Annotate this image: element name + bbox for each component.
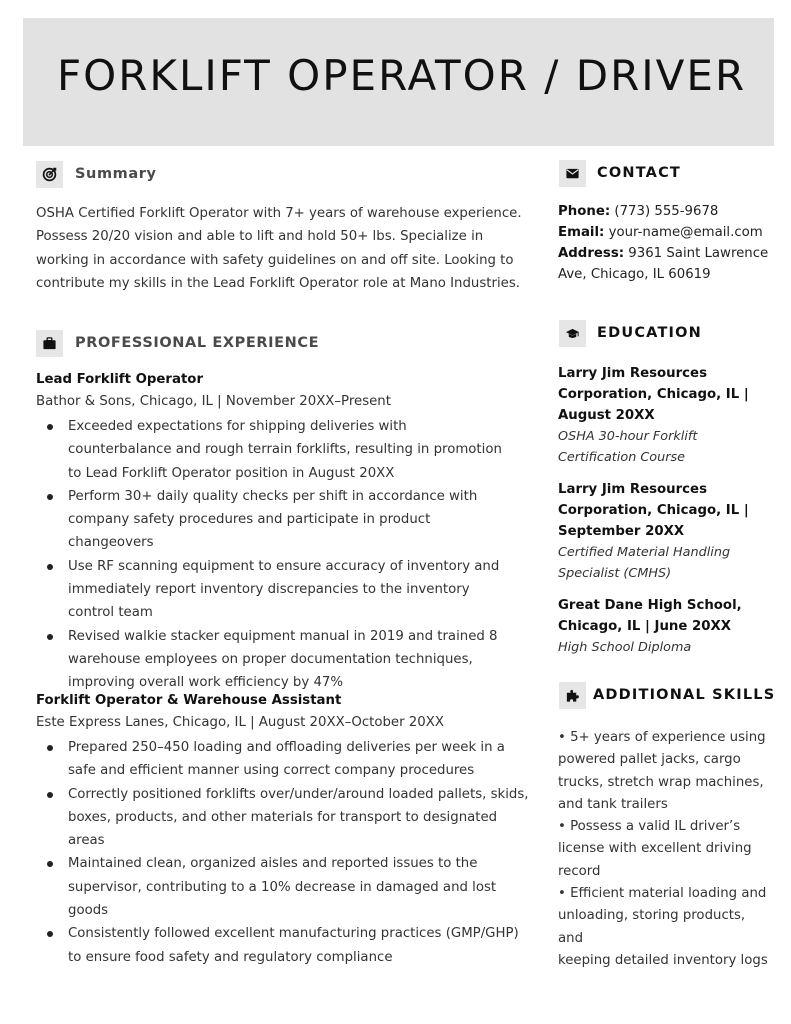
- education-heading: EDUCATION: [597, 325, 703, 341]
- skills-list: [558, 727, 773, 972]
- education-entry: [558, 479, 768, 584]
- list-item: Prepared 250–450 loading and offloading deliveries per week in a safe and efficient manner using correct company procedures: [36, 736, 536, 783]
- job-bullets-2: [36, 736, 536, 969]
- list-item: • Possess a valid IL driver’s: [558, 819, 741, 835]
- job-company-1: Bathor & Sons, Chicago, IL | November 20XX–Present: [36, 394, 391, 409]
- job-company-2: Este Express Lanes, Chicago, IL | August 20XX–October 20XX: [36, 715, 444, 730]
- list-item: license with excellent driving: [558, 841, 752, 857]
- list-item: and tank trailers: [558, 796, 668, 812]
- education-entry: [558, 363, 768, 468]
- list-item: powered pallet jacks, cargo: [558, 752, 741, 768]
- certification-line: Certified Material Handling: [558, 545, 731, 560]
- list-item: • 5+ years of experience using: [558, 730, 766, 745]
- experience-heading: PROFESSIONAL EXPERIENCE: [75, 335, 320, 351]
- list-item: • Efficient material loading and: [558, 886, 767, 902]
- list-item: unloading, storing products, and: [558, 908, 746, 946]
- target-icon: [36, 161, 63, 188]
- puzzle-piece-icon: [559, 682, 586, 709]
- certification-line: Specialist (CMHS): [558, 566, 672, 581]
- phone-label: Phone:: [558, 204, 611, 219]
- school-line: August 20XX: [558, 408, 655, 423]
- list-item: Revised walkie stacker equipment manual in 2019 and trained 8 warehouse employees on proper documentation techniques, improving overall work efficiency by 47%: [36, 625, 506, 695]
- certification-line: High School Diploma: [558, 640, 692, 655]
- job-bullets-1: [36, 415, 506, 695]
- list-item: Correctly positioned forklifts over/under/around loaded pallets, skids, boxes, products, and other materials for transport to designated areas: [36, 783, 536, 853]
- school-line: Larry Jim Resources: [558, 482, 707, 497]
- email-value: your-name@email.com: [604, 225, 763, 240]
- list-item: record: [558, 863, 601, 879]
- list-item: Exceeded expectations for shipping deliveries with counterbalance and rough terrain forklifts, resulting in promotion to Lead Forklift Operator position in August 20XX: [36, 415, 506, 485]
- email-label: Email:: [558, 225, 605, 240]
- school-line: September 20XX: [558, 524, 685, 539]
- job-title-1: Lead Forklift Operator: [36, 372, 203, 387]
- header-banner: [23, 18, 774, 146]
- certification-line: OSHA 30-hour Forklift: [558, 429, 698, 444]
- summary-text: OSHA Certified Forklift Operator with 7+ years of warehouse experience. Possess 20/20 vision and able to lift and hold 50+ lbs. Specialize in working in accordance with safety guidelines on and off site. Looking to contribute my skills in the Lead Forklift Operator role at Mano Industries.: [36, 206, 522, 291]
- address-line2: Ave, Chicago, IL 60619: [558, 267, 711, 282]
- envelope-icon: [559, 160, 586, 187]
- page-title: FORKLIFT OPERATOR / DRIVER: [57, 51, 747, 100]
- list-item: keeping detailed inventory logs: [558, 952, 768, 968]
- skills-heading: ADDITIONAL SKILLS: [593, 687, 776, 703]
- school-line: Corporation, Chicago, IL |: [558, 387, 749, 402]
- list-item: trucks, stretch wrap machines,: [558, 774, 764, 790]
- school-line: Corporation, Chicago, IL |: [558, 503, 749, 518]
- briefcase-icon: [36, 330, 63, 357]
- contact-heading: CONTACT: [597, 165, 682, 181]
- school-line: Chicago, IL | June 20XX: [558, 619, 732, 634]
- summary-heading: Summary: [75, 166, 157, 182]
- education-entry: [558, 595, 768, 658]
- graduation-cap-icon: [559, 320, 586, 347]
- school-line: Larry Jim Resources: [558, 366, 707, 381]
- phone-value: (773) 555-9678: [610, 204, 719, 219]
- job-title-2: Forklift Operator & Warehouse Assistant: [36, 693, 342, 708]
- address-label: Address:: [558, 246, 625, 261]
- list-item: Consistently followed excellent manufacturing practices (GMP/GHP) to ensure food safety and regulatory compliance: [36, 922, 536, 969]
- list-item: Use RF scanning equipment to ensure accuracy of inventory and immediately report inventory discrepancies to the inventory control team: [36, 555, 506, 625]
- address-line1: 9361 Saint Lawrence: [624, 246, 769, 261]
- school-line: Great Dane High School,: [558, 598, 742, 613]
- list-item: Perform 30+ daily quality checks per shift in accordance with company safety procedures and participate in product changeovers: [36, 485, 506, 555]
- certification-line: Certification Course: [558, 450, 686, 465]
- contact-block: [558, 201, 778, 285]
- list-item: Maintained clean, organized aisles and reported issues to the supervisor, contributing to a 10% decrease in damaged and lost goods: [36, 852, 536, 922]
